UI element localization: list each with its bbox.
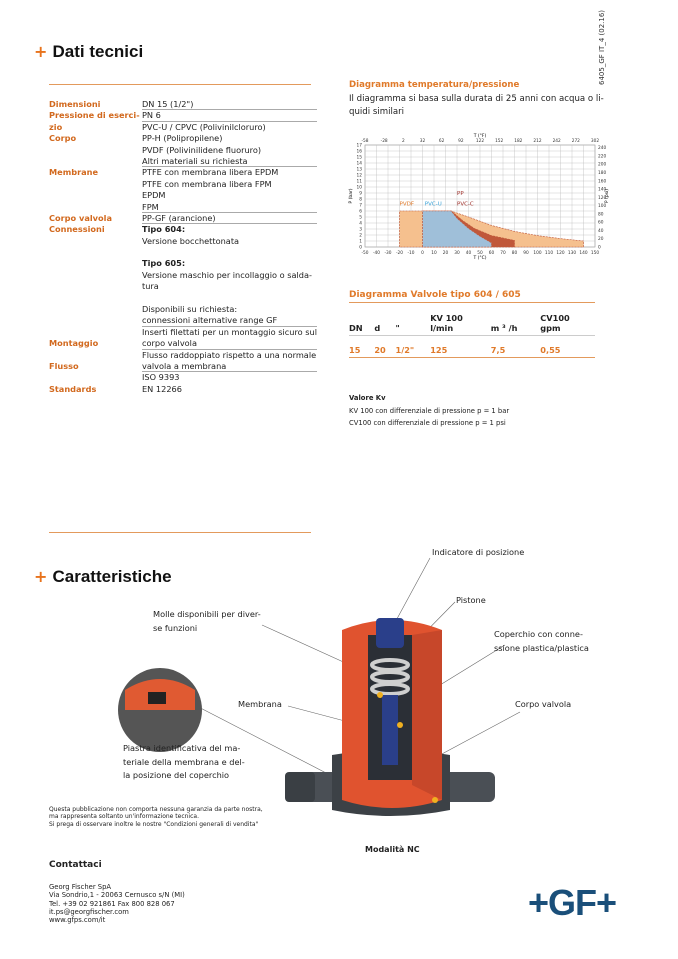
kv-header: d — [374, 313, 395, 336]
y2-tick-label: 240 — [598, 146, 607, 152]
x2-axis-label: T (°F) — [473, 134, 487, 139]
spec-label — [49, 315, 142, 326]
spec-label — [49, 281, 142, 292]
spec-value: Altri materiali su richiesta — [142, 156, 317, 167]
divider — [49, 532, 311, 533]
spec-label — [49, 293, 142, 304]
kv-header: KV 100 l/min — [430, 313, 491, 336]
disclaimer-line: ma rappresenta soltanto un'informazione tecnica. — [49, 813, 199, 821]
spec-label — [49, 190, 142, 201]
y2-tick-label: 60 — [598, 220, 604, 226]
kv-note: KV 100 con differenziale di pressione p = 1 bar — [349, 406, 510, 415]
y-tick-label: 14 — [356, 161, 362, 167]
x-tick-label: 80 — [511, 251, 518, 256]
kv-notes-title: Valore Kv — [349, 394, 386, 402]
x-tick-label: 100 — [533, 251, 542, 256]
series-label: PP — [457, 190, 464, 197]
x-tick-label: 0 — [421, 251, 424, 256]
y2-tick-label: 0 — [598, 245, 601, 251]
kv-cell: 1/2" — [396, 336, 431, 358]
callout-indicatore: Indicatore di posizione — [432, 547, 525, 557]
y-tick-label: 17 — [356, 143, 362, 149]
modalita-label: Modalità NC — [365, 845, 420, 854]
x-axis-label: T (°C) — [473, 256, 487, 261]
contact-title: Contattaci — [49, 860, 102, 870]
x-tick-label: 120 — [556, 251, 565, 256]
description-line: Il diagramma si basa sulla durata di 25 anni con acqua o li- — [349, 94, 604, 104]
spec-label — [49, 270, 142, 281]
y-tick-label: 10 — [356, 185, 362, 191]
spec-row — [49, 167, 317, 178]
description-line: quidi similari — [349, 107, 405, 117]
y-tick-label: 15 — [356, 155, 362, 161]
spec-value: PTFE con membrana libera EPDM — [142, 167, 279, 178]
y-tick-label: 7 — [359, 203, 362, 209]
y2-tick-label: 160 — [598, 179, 607, 185]
spec-row — [49, 202, 317, 213]
spec-row — [49, 179, 317, 190]
contact-line: Georg Fischer SpA — [49, 883, 112, 891]
y2-tick-label: 220 — [598, 154, 607, 160]
spec-row — [49, 224, 317, 235]
spec-label: Dimensioni — [49, 99, 101, 109]
spec-label: Corpo valvola — [49, 212, 112, 223]
spec-row — [49, 145, 317, 156]
spec-label: Corpo — [49, 133, 77, 144]
spec-label — [49, 236, 142, 247]
spec-row — [49, 338, 317, 349]
spec-label — [49, 145, 142, 156]
x-tick-label: 20 — [442, 251, 449, 256]
series-label: PVDF — [399, 201, 414, 208]
spec-label — [49, 304, 142, 315]
spec-label: Montaggio — [49, 338, 99, 349]
spec-row — [49, 293, 317, 304]
spec-value: Tipo 605: — [142, 258, 186, 269]
callout-coperchio — [494, 628, 606, 655]
y-tick-label: 1 — [359, 239, 362, 245]
disclaimer-line: Questa pubblicazione non comporta nessuna garanzia da parte nostra, — [49, 806, 263, 813]
x-tick-label: 130 — [567, 251, 577, 256]
kv-row — [349, 336, 595, 358]
y2-tick-label: 180 — [598, 171, 607, 177]
spec-row — [49, 258, 317, 269]
x-tick-label: 30 — [454, 251, 460, 256]
spec-value: PP-H (Polipropilene) — [142, 133, 223, 144]
y-tick-label: 8 — [359, 197, 362, 203]
spec-value: valvola a membrana — [142, 361, 317, 372]
spec-value: PTFE con membrana libera FPM — [142, 178, 272, 189]
spec-value — [142, 247, 317, 258]
spec-row — [49, 384, 317, 395]
x-tick-label: 150 — [590, 251, 600, 256]
x-tick-label: -10 — [407, 251, 415, 256]
spec-row — [49, 99, 317, 110]
y-tick-label: 0 — [359, 245, 362, 251]
divider — [349, 302, 595, 303]
x2-tick-label: -58 — [361, 139, 369, 144]
spec-value: PVC-U / CPVC (Polivinilcloruro) — [142, 121, 266, 132]
y-axis-label: P (bar) — [349, 188, 354, 204]
temperature-pressure-chart — [340, 130, 612, 262]
kv-table-title: Diagramma Valvole tipo 604 / 605 — [349, 290, 521, 300]
y-tick-label: 9 — [359, 191, 362, 197]
spec-row — [49, 315, 317, 326]
x-tick-label: 110 — [544, 251, 554, 256]
y2-tick-label: 40 — [598, 228, 604, 234]
x2-tick-label: 272 — [571, 139, 580, 144]
kv-header: DN — [349, 313, 374, 336]
spec-label: Membrane — [49, 167, 99, 178]
spec-value: Versione bocchettonata — [142, 235, 240, 246]
x2-tick-label: 182 — [514, 139, 523, 144]
callout-line: se funzioni — [153, 622, 198, 633]
y2-tick-label: 120 — [598, 195, 607, 201]
spec-value: connessioni alternative range GF — [142, 315, 317, 326]
y2-tick-label: 80 — [598, 212, 604, 218]
x-tick-label: 40 — [465, 251, 472, 256]
kv-note: CV100 con differenziale di pressione p = 1 psi — [349, 419, 506, 427]
series-label: PVC-U — [424, 201, 442, 208]
callout-line: teriale della membrana e del- — [123, 756, 245, 767]
kv-cell: 125 — [430, 336, 491, 358]
x-tick-label: 90 — [523, 251, 529, 256]
y2-tick-label: 20 — [598, 237, 604, 243]
spec-label: Flusso — [49, 360, 79, 371]
spec-label: Standards — [49, 383, 97, 394]
spec-row — [49, 304, 317, 315]
callout-line: Piastra identificativa del ma- — [123, 743, 241, 753]
diagram-description — [349, 93, 604, 119]
kv-cell: 7,5 — [491, 336, 540, 358]
x2-tick-label: 242 — [552, 139, 561, 144]
x2-tick-label: -28 — [380, 139, 388, 144]
x-tick-label: 70 — [500, 251, 506, 256]
spec-row — [49, 213, 317, 224]
kv-notes — [349, 392, 509, 430]
section-title: Dati tecnici — [52, 42, 144, 61]
x2-tick-label: 62 — [438, 139, 445, 144]
spec-row — [49, 110, 317, 121]
y-tick-label: 4 — [359, 221, 362, 227]
contact-block — [49, 883, 185, 924]
series-label: PVC-C — [457, 201, 474, 208]
y2-axis-label: P (psi) — [605, 188, 610, 204]
disclaimer-line: Si prega di osservare inoltre le nostre "Condizioni generali di vendita" — [49, 820, 259, 828]
spec-value: Inserti filettati per un montaggio sicuro sul — [142, 326, 317, 337]
spec-value: PVDF (Polivinilidene fluoruro) — [142, 144, 262, 155]
spec-row — [49, 156, 317, 167]
spec-label: Connessioni — [49, 224, 105, 235]
x2-tick-label: 302 — [590, 139, 600, 144]
section-dati-tecnici — [34, 42, 143, 62]
kv-header-row — [349, 313, 595, 336]
kv-table — [349, 313, 595, 358]
spec-value: tura — [142, 281, 159, 292]
kv-cell: 20 — [374, 336, 395, 358]
spec-value: Flusso raddoppiato rispetto a una normale — [142, 349, 317, 360]
spec-row — [49, 270, 317, 281]
x2-tick-label: 32 — [419, 139, 426, 144]
spec-value — [142, 293, 317, 304]
spec-label — [49, 156, 142, 167]
spec-label: zio — [49, 121, 63, 132]
y2-tick-label: 100 — [598, 204, 607, 210]
y-tick-label: 13 — [356, 167, 362, 173]
callout-line: la posizione del coperchio — [123, 770, 230, 780]
callout-corpo: Corpo valvola — [515, 699, 572, 709]
spec-label — [49, 372, 142, 383]
diagram-title: Diagramma temperatura/pressione — [349, 80, 520, 90]
disclaimer — [49, 806, 263, 828]
y-tick-label: 11 — [356, 179, 362, 185]
kv-header: m ³ /h — [491, 313, 540, 336]
x2-tick-label: 122 — [475, 139, 485, 144]
spec-value: EN 12266 — [142, 383, 182, 394]
spec-value: Versione maschio per incollaggio o salda- — [142, 269, 312, 280]
spec-value: ISO 9393 — [142, 372, 180, 383]
x-tick-label: -30 — [384, 251, 392, 256]
spec-value: Tipo 604: — [142, 224, 186, 235]
spec-label — [49, 327, 142, 338]
x2-tick-label: 2 — [401, 139, 405, 144]
x2-tick-label: 152 — [495, 139, 504, 144]
kv-header: " — [396, 313, 431, 336]
spec-value: PP-GF (arancione) — [142, 213, 317, 224]
spec-row — [49, 372, 317, 383]
callout-line: Coperchio con conne- — [494, 629, 583, 639]
x-tick-label: 140 — [579, 251, 588, 256]
callout-piastra — [123, 742, 245, 783]
spec-row — [49, 133, 317, 144]
section-title: Caratteristiche — [52, 567, 172, 586]
x-tick-label: -20 — [395, 251, 404, 256]
callout-membrana: Membrana — [238, 699, 282, 709]
spec-value: Disponibili su richiesta: — [142, 304, 238, 315]
kv-cell: 15 — [349, 336, 374, 358]
y2-tick-label: 140 — [598, 187, 607, 193]
contact-line: it.ps@georgfischer.com — [49, 907, 129, 916]
gf-logo: +GF+ — [528, 882, 617, 923]
y2-tick-label: 200 — [598, 162, 607, 168]
spec-row — [49, 190, 317, 201]
contact-line: Tel. +39 02 921861 Fax 800 828 067 — [49, 899, 175, 908]
x2-tick-label: 92 — [458, 139, 464, 144]
document-code: 6405_GF IT_4 (02.16) — [598, 9, 606, 85]
y-tick-label: 5 — [359, 215, 362, 221]
y-tick-label: 2 — [359, 233, 362, 239]
contact-line: Via Sondrio,1 - 20063 Cernusco s/N (MI) — [49, 891, 185, 900]
spec-value: DN 15 (1/2") — [142, 99, 317, 110]
spec-row — [49, 361, 317, 372]
divider — [49, 84, 311, 85]
x-tick-label: 10 — [431, 251, 437, 256]
x-tick-label: 60 — [488, 251, 495, 256]
callout-pistone: Pistone — [456, 595, 486, 605]
spec-label — [49, 247, 142, 258]
callout-line: Molle disponibili per diver- — [153, 609, 261, 619]
spec-row — [49, 281, 317, 292]
spec-label — [49, 179, 142, 190]
kv-header: CV100 gpm — [540, 313, 595, 336]
callout-line: ssione plastica/plastica — [494, 642, 589, 653]
spec-value: PN 6 — [142, 110, 317, 121]
spec-value: corpo valvola — [142, 338, 317, 349]
spec-label: Pressione di eserci- — [49, 110, 140, 121]
spec-row — [49, 236, 317, 247]
plus-icon: + — [34, 567, 48, 586]
spec-row — [49, 247, 317, 258]
spec-label — [49, 350, 142, 361]
x-tick-label: -40 — [372, 251, 381, 256]
spec-label — [49, 258, 142, 269]
spec-row — [49, 122, 317, 133]
x2-tick-label: 212 — [533, 139, 542, 144]
y-tick-label: 12 — [356, 173, 362, 179]
spec-label — [49, 202, 142, 213]
plus-icon: + — [34, 42, 48, 61]
spec-row — [49, 350, 317, 361]
contact-line: www.gfps.com/it — [49, 916, 106, 925]
x-tick-label: -50 — [361, 251, 369, 256]
spec-row — [49, 327, 317, 338]
specs-table — [49, 99, 317, 395]
y-tick-label: 16 — [356, 149, 362, 155]
callout-molle — [153, 608, 261, 635]
y-tick-label: 3 — [359, 227, 362, 233]
y-tick-label: 6 — [359, 209, 362, 215]
spec-value: EPDM — [142, 190, 166, 201]
spec-value: FPM — [142, 202, 317, 213]
kv-cell: 0,55 — [540, 336, 595, 358]
x-tick-label: 50 — [477, 251, 483, 256]
